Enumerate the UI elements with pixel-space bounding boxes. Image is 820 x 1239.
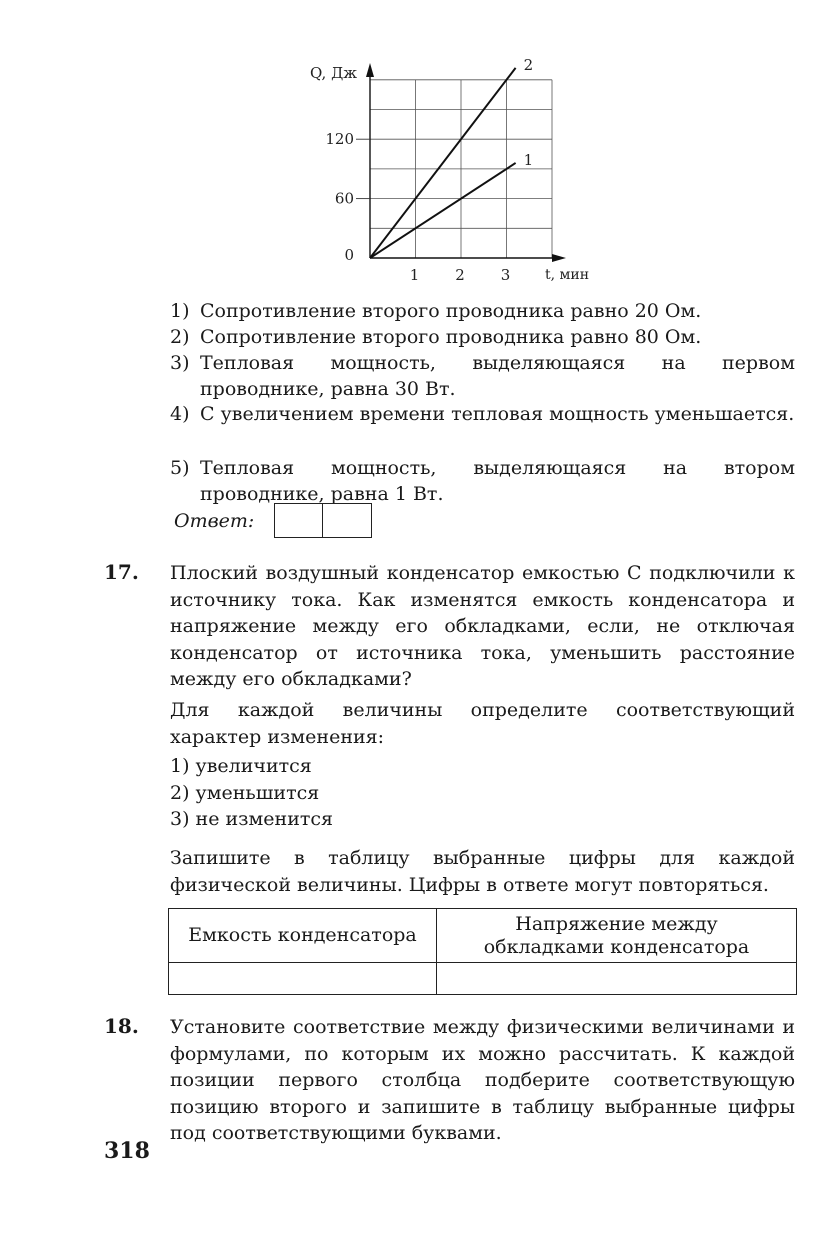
q17-answer-table — [168, 908, 797, 995]
answer-box-2[interactable] — [323, 503, 372, 538]
y-axis-arrow — [366, 63, 374, 77]
answer-label: Ответ: — [174, 510, 255, 532]
answer-box-1[interactable] — [274, 503, 323, 538]
page-number: 318 — [104, 1138, 150, 1164]
q17-instruction: Для каждой величины определите соответствующий характер изменения: — [170, 699, 795, 748]
q-vs-t-chart — [290, 55, 620, 290]
y-axis-label: Q, Дж — [310, 64, 358, 82]
q17-choice-1: 1) увеличится — [170, 755, 312, 777]
q17-choices — [170, 753, 333, 833]
q17-choice-3: 3) не изменится — [170, 808, 334, 830]
answer-boxes — [274, 503, 372, 538]
y-tick-label: 60 — [334, 189, 354, 208]
series-label-1: 1 — [523, 150, 534, 169]
q17-table-instruction: Запишите в таблицу выбранные цифры для каждой физической величины. Цифры в ответе могут повторяться. — [170, 847, 795, 896]
q16-option-4: 4) С увеличением времени тепловая мощность уменьшается. — [170, 403, 795, 425]
chart-series — [370, 56, 533, 258]
x-axis-arrow — [552, 254, 566, 262]
q17-header-voltage: Напряжение между обкладками конденсатора — [437, 909, 797, 963]
q17-choice-2: 2) уменьшится — [170, 781, 320, 804]
q17-intro: Плоский воздушный конденсатор емкостью C подключили к источнику тока. Как изменятся емкость конденсатора и напряжение между его обкладками, если, не отключая конденсатор от источника тока, уменьшить расстояние между его обкладками? — [170, 562, 795, 690]
q17-header-capacity: Емкость конденсатора — [169, 909, 437, 963]
q18-text: Установите соответствие между физическими величинами и формулами, по которым их можно рассчитать. К каждой позиции первого столбца подберите соответствующую позицию второго и запишите в таблицу выбранные цифры под соответствующими буквами. — [170, 1016, 795, 1144]
x-tick-label: 1 — [409, 266, 420, 284]
q16-option-1: 1) Сопротивление второго проводника равно 20 Ом. — [170, 300, 702, 322]
chart-ticks — [325, 130, 510, 284]
x-tick-label: 2 — [455, 266, 465, 284]
y-tick-label: 0 — [344, 246, 354, 264]
series-line-1 — [370, 163, 516, 258]
q17-number: 17. — [104, 560, 139, 584]
x-tick-label: 3 — [500, 266, 511, 284]
series-label-2: 2 — [523, 55, 534, 74]
q16-option-2: 2) Сопротивление второго проводника равно 80 Ом. — [170, 326, 702, 348]
q16-option-3: 3) Тепловая мощность, выделяющаяся на первом проводнике, равна 30 Вт. — [170, 352, 795, 400]
x-axis-label: t, мин — [545, 267, 590, 283]
y-tick-label: 120 — [325, 130, 354, 149]
series-line-2 — [370, 68, 516, 258]
q18-number: 18. — [104, 1014, 139, 1038]
q17-answer-voltage[interactable] — [437, 963, 797, 995]
q16-option-5: 5) Тепловая мощность, выделяющаяся на втором проводнике, равна 1 Вт. — [170, 457, 795, 505]
q17-answer-capacity[interactable] — [169, 963, 437, 995]
